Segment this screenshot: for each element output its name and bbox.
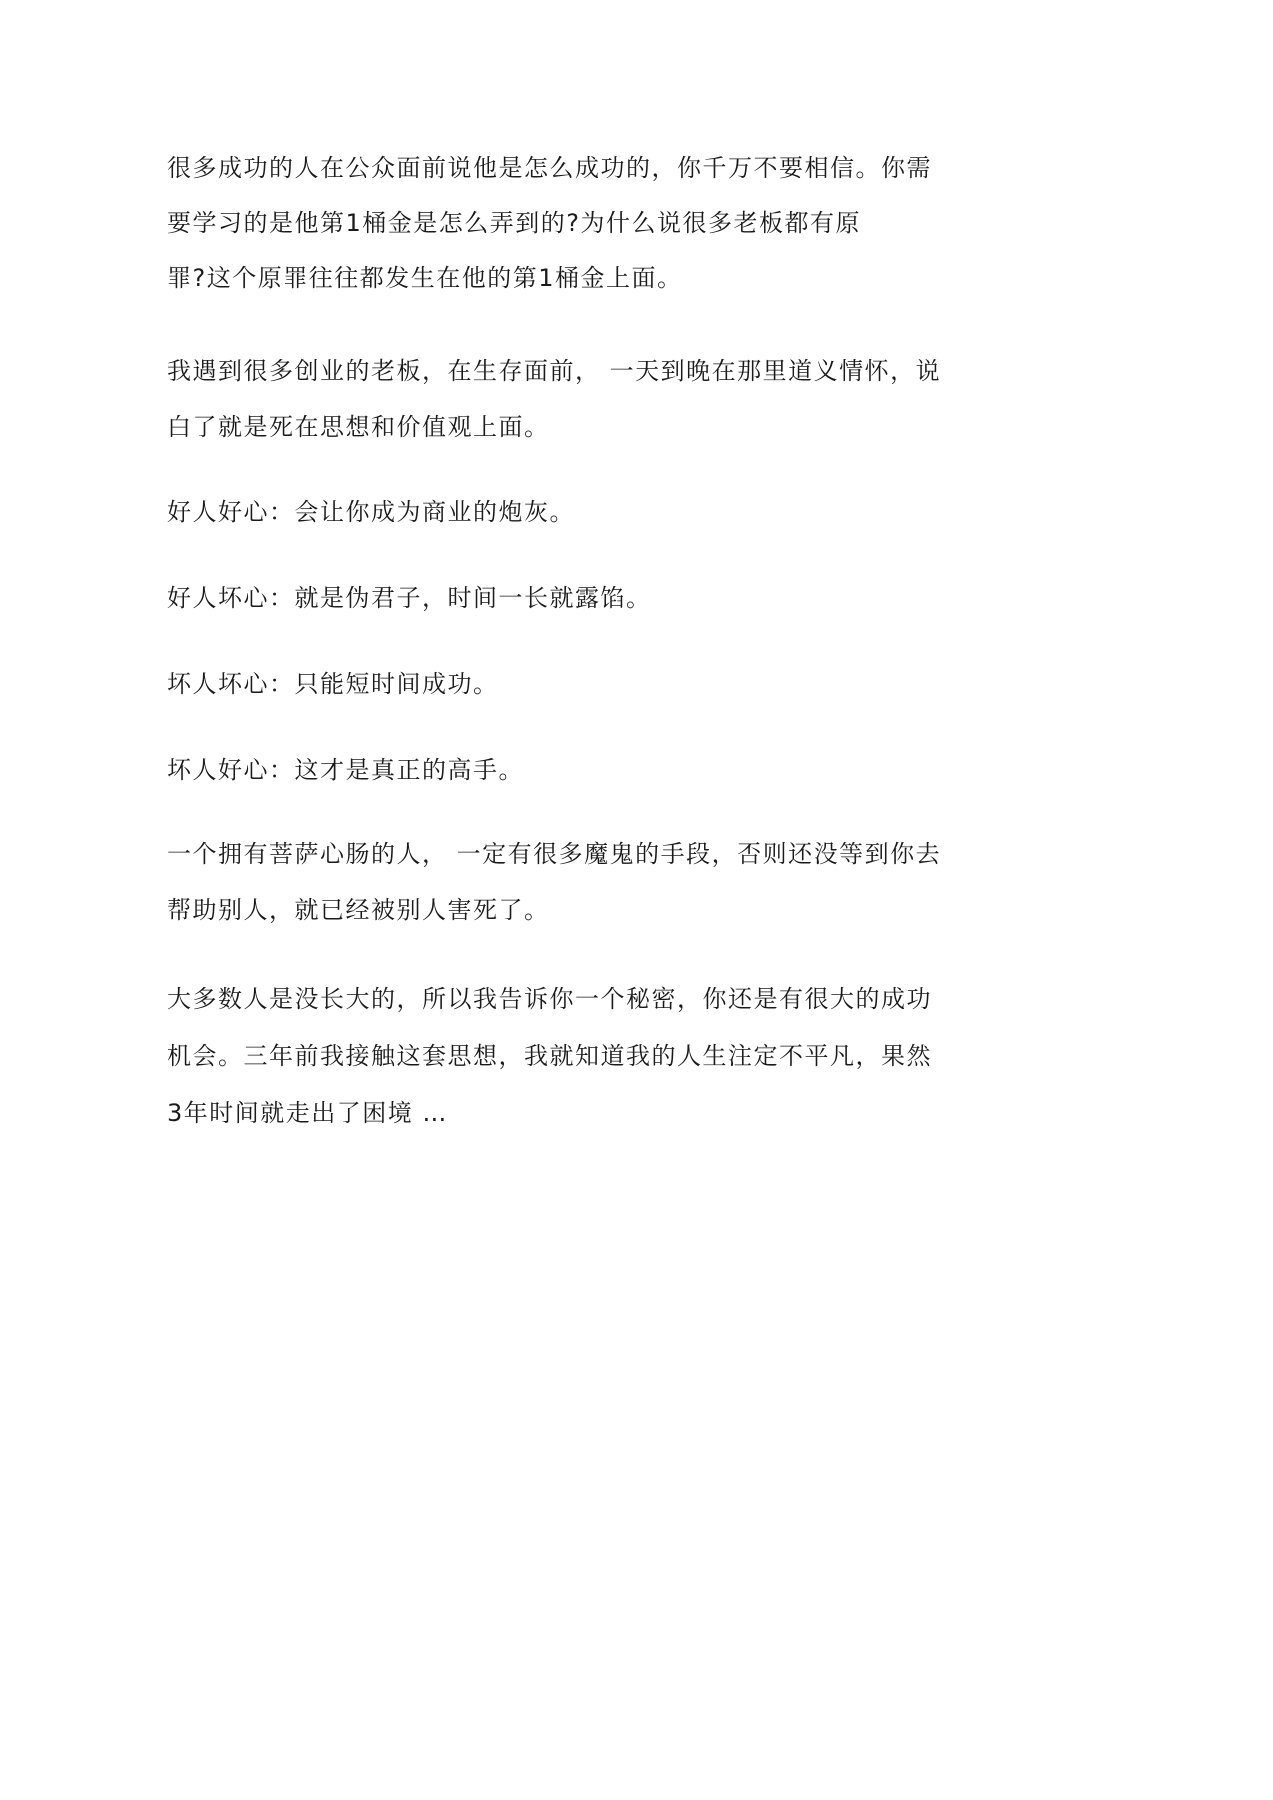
text-line: 白了就是死在思想和价值观上面。 bbox=[167, 413, 550, 441]
text-line: 很多成功的人在公众面前说他是怎么成功的，你千万不要相信。你需 bbox=[167, 154, 932, 182]
text-line: 我遇到很多创业的老板，在生存面前， 一天到晚在那里道义情怀，说 bbox=[167, 357, 942, 385]
text-line: 要学习的是他第1桶金是怎么弄到的?为什么说很多老板都有原 bbox=[167, 209, 862, 237]
paragraph-bodhisattva-heart bbox=[167, 826, 947, 938]
text-line: 大多数人是没长大的，所以我告诉你一个秘密，你还是有很大的成功 bbox=[167, 985, 932, 1013]
paragraph-first-bucket-of-gold bbox=[167, 141, 947, 306]
paragraph-entrepreneurs bbox=[167, 343, 947, 455]
paragraph-good-person-good-heart bbox=[167, 484, 947, 540]
paragraph-good-person-bad-heart bbox=[167, 570, 947, 626]
paragraph-bad-person-good-heart bbox=[167, 742, 947, 798]
text-line: 机会。三年前我接触这套思想，我就知道我的人生注定不平凡，果然 bbox=[167, 1042, 932, 1070]
text-line: 3年时间就走出了困境 … bbox=[167, 1099, 448, 1127]
text-line: 一个拥有菩萨心肠的人， 一定有很多魔鬼的手段，否则还没等到你去 bbox=[167, 840, 942, 868]
paragraph-bad-person-bad-heart bbox=[167, 656, 947, 712]
text-line: 坏人好心：这才是真正的高手。 bbox=[167, 756, 524, 784]
text-line: 帮助别人，就已经被别人害死了。 bbox=[167, 896, 550, 924]
text-line: 罪?这个原罪往往都发生在他的第1桶金上面。 bbox=[167, 264, 683, 292]
text-line: 好人好心：会让你成为商业的炮灰。 bbox=[167, 498, 575, 526]
paragraph-secret bbox=[167, 971, 947, 1142]
text-line: 好人坏心：就是伪君子，时间一长就露馅。 bbox=[167, 584, 652, 612]
text-line: 坏人坏心：只能短时间成功。 bbox=[167, 670, 499, 698]
